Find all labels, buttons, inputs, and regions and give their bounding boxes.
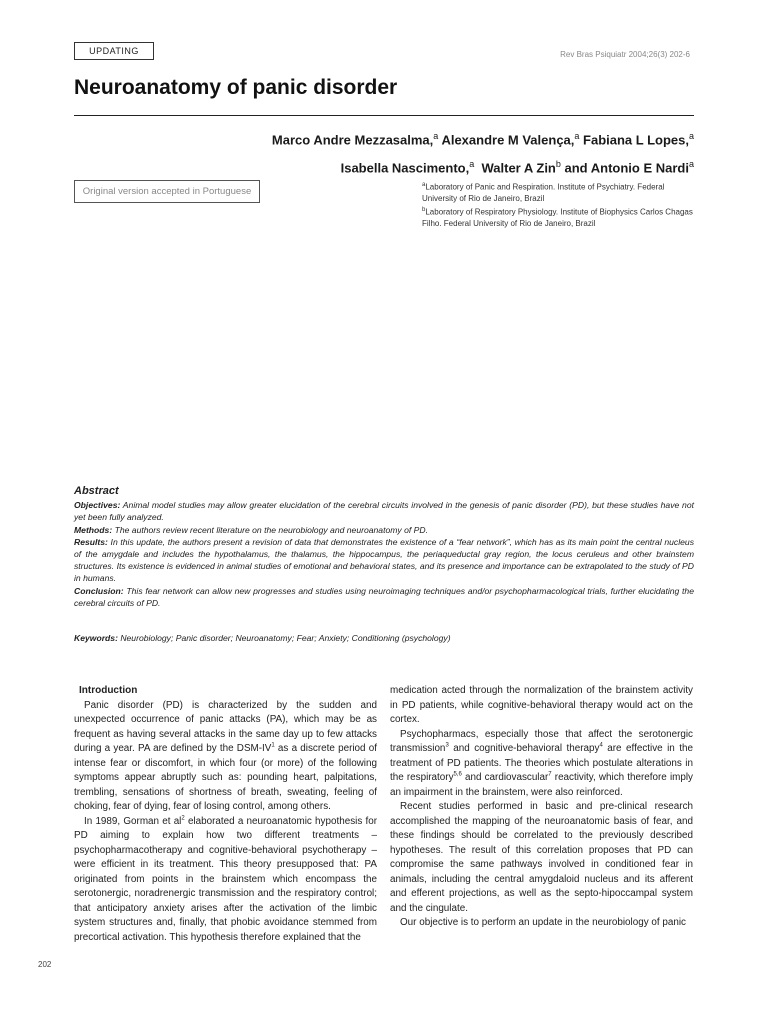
abstract	[74, 485, 694, 609]
citation-mark: 4	[599, 742, 603, 749]
author-name: Marco Andre Mezzasalma,	[271, 132, 434, 148]
affiliation-text: Laboratory of Respiratory Physiology. Institute of Biophysics Carlos Chagas Filho. Federal University of Rio de Janeiro, Brazil	[422, 207, 693, 228]
author-list	[134, 124, 694, 181]
body-column-right	[390, 684, 693, 931]
abstract-label: Methods:	[74, 524, 113, 535]
abstract-text: This fear network can allow new progresses and studies using neuroimaging techniques and/or psychopharmacological trials, further elucidating the cerebral circuits of PD.	[74, 585, 694, 608]
author-name: Fabiana L Lopes,	[583, 132, 689, 148]
author-affiliation-mark: b	[555, 159, 561, 170]
body-column-left	[74, 684, 377, 945]
affiliation-text: Laboratory of Panic and Respiration. Institute of Psychiatry. Federal University of Rio de Janeiro, Brazil	[422, 182, 665, 203]
abstract-heading: Abstract	[74, 485, 119, 497]
author-line-2	[134, 152, 694, 180]
citation-mark: 2	[181, 815, 185, 822]
journal-reference: Rev Bras Psiquiatr 2004;26(3) 202-6	[560, 50, 690, 59]
author-name: Walter A Zin	[481, 160, 556, 176]
citation-mark: 3	[445, 742, 449, 749]
author-affiliation-mark: a	[433, 131, 439, 141]
abstract-text: Animal model studies may allow greater elucidation of the cerebral circuits involved in the genesis of panic disorder (PD), but these studies have not yet been fully analyzed.	[74, 500, 694, 523]
author-line-1	[134, 124, 694, 152]
affiliations	[422, 180, 697, 230]
abstract-label: Results:	[74, 536, 108, 547]
accepted-note: Original version accepted in Portuguese	[74, 180, 260, 203]
citation-mark: 1	[271, 742, 275, 749]
keywords-text: Neurobiology; Panic disorder; Neuroanatomy; Fear; Anxiety; Conditioning (psychology)	[117, 633, 451, 643]
citation-mark: 5,6	[453, 771, 462, 778]
abstract-text: The authors review recent literature on the neurobiology and neuroanatomy of PD.	[112, 524, 428, 535]
page-number: 202	[38, 960, 52, 969]
body-paragraph: Psychopharmacs, especially those that affect the serotonergic transmission$^3$ and cognitive-behavioral therapy$^4$ are effective in the treatment of PD patients. The theories which postulate alterations in the respiratory$^{5,6}$ and cardiovascular$^7$ reactivity, which therefore imply an impairment in the brainstem, were also reinforced.	[390, 728, 693, 798]
author-name: Isabella Nascimento,	[340, 160, 470, 176]
section-heading-introduction: Introduction	[79, 685, 138, 696]
citation-mark: 7	[548, 771, 552, 778]
body-paragraph: medication acted through the normalization of the brainstem activity in PD patients, while cognitive-behavioral therapy would act on the cortex.	[390, 685, 693, 725]
abstract-text: In this update, the authors present a revision of data that demonstrates the existence of a “fear network”, which has as its main point the central nucleus of the amygdale and includes the hypothalamus, the thalamus, the hippocampus, the periaqueductal gray region, the locus ceruleus and other brainstem structures. Its existence is evidenced in animal studies of emotional and behavioral states, and its presence and importance can be extrapolated to the study of PD in humans.	[74, 536, 694, 584]
abstract-methods	[74, 524, 694, 536]
author-name: Alexandre M Valença,	[441, 132, 575, 148]
article-title: Neuroanatomy of panic disorder	[74, 76, 398, 99]
section-tag: UPDATING	[74, 42, 154, 60]
author-affiliation-mark: a	[469, 159, 475, 170]
affiliation-mark: a	[422, 182, 426, 188]
author-name: and Antonio E Nardi	[564, 160, 689, 176]
keywords-label: Keywords:	[74, 633, 118, 643]
affiliation-item	[422, 205, 697, 229]
affiliation-item	[422, 180, 697, 204]
abstract-label: Conclusion:	[74, 585, 124, 596]
abstract-label: Objectives:	[74, 500, 121, 511]
body-paragraph: Recent studies performed in basic and pre-clinical research accomplished the mapping of the neuroanatomic basis of fear, and these findings should be correlated to the previously described hypotheses. The result of this correlation proposes that PD can compromise the same pathways involved in conditioned fear in animals, including the central amygdaloid nucleus and its afferent and efferent projections, as well as the septo-hipoccampal system and the cingulate.	[390, 801, 693, 914]
body-paragraph: Our objective is to perform an update in the neurobiology of panic	[400, 917, 686, 928]
abstract-results	[74, 536, 694, 585]
body-paragraph: Panic disorder (PD) is characterized by the sudden and unexpected occurrence of panic attacks (PA), which may be as frequent as having several attacks in the same day up to few attacks during a year. PA are defined by the DSM-$IV^1$ as a discrete period of intense fear or discomfort, in which four (or more) of the following symptoms appear abruptly such as: pounding heart, palpitations, trembling, sensations of shortness of breath, sweating, feeling of choking, fear of dying, fear of losing control, among others.	[74, 699, 377, 812]
body-paragraph: In 1989, Gorman et $al^2$ elaborated a neuroanatomic hypothesis for PD aiming to explain how two different treatments – psychopharmacotherapy and cognitive-behavioral psychotherapy – were efficient in its treatment. This theory presupposed that: PA originated from points in the brainstem which encompass the serotonergic, noradrenergic transmission and the respiratory control; that anticipatory anxiety arises after the activation of the limbic system structures and, finally, that phobic avoidance stemmed from precortical activation. This hypothesis therefore explained that the	[74, 815, 378, 943]
author-affiliation-mark: a	[574, 131, 580, 141]
affiliation-mark: b	[422, 207, 426, 214]
keywords	[74, 633, 694, 643]
abstract-conclusion	[74, 585, 694, 609]
title-divider	[74, 115, 694, 116]
author-affiliation-mark: a	[688, 159, 694, 170]
abstract-objectives	[74, 499, 694, 523]
author-affiliation-mark: a	[688, 131, 694, 141]
